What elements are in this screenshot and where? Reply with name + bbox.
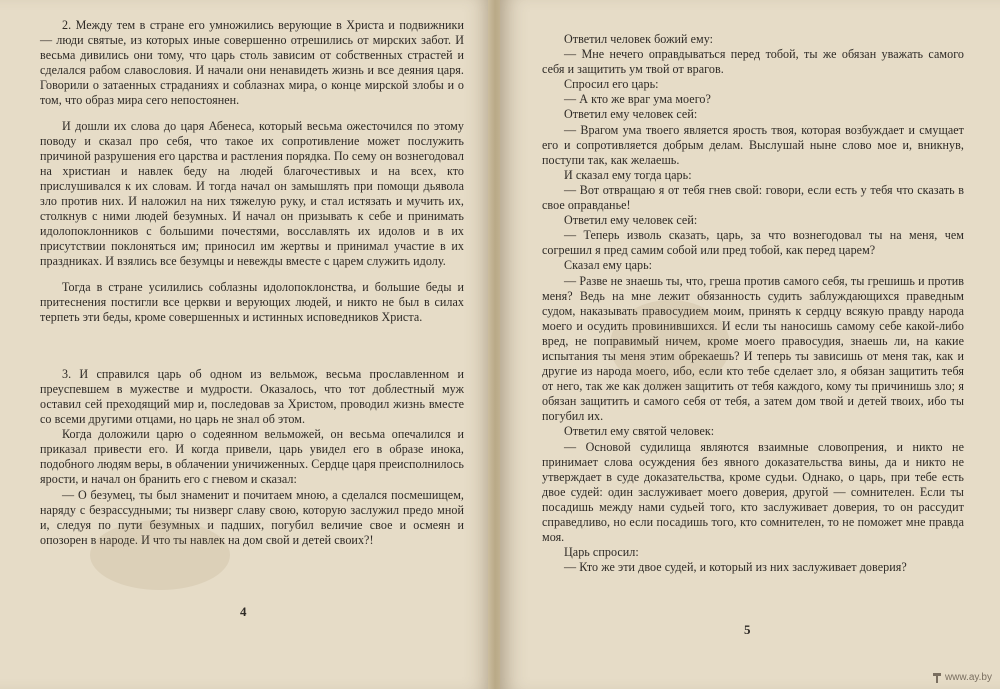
page-number-left: 4	[240, 604, 247, 619]
left-page-text	[40, 18, 464, 548]
hammer-icon	[932, 673, 942, 683]
paragraph: — Врагом ума твоего является ярость твоя, которая возбуждает и смущает его и сопротивляется добрым делам. Выслушай ныне слово мое и, вникнув, поступи так, как желаешь.	[542, 122, 964, 167]
paragraph: — Основой судилища являются взаимные словопрения, и никто не принимает слова осуждения без явного доказательства вины, да и никто не утверждает в суде доказательства, кроме судьи. Однако, о царь, при тебе есть двое судей: один заслуживает моего доверия, другой — сомнителен. Если ты посадишь между нами судьей того, кто заслуживает доверия, то он рассудит справедливо, но если посадишь того, кто сомнителен, то не поможет мне правда моя.	[542, 439, 964, 545]
paragraph: 3. И справился царь об одном из вельмож, весьма прославленном и преуспевшем в мужестве и мудрости. Оказалось, что тот доблестный муж оставил сей преходящий мир и, последовав за Христом, проводил жизнь вместе со всеми другими отцами, но царь не знал об этом.	[40, 366, 464, 427]
paragraph: — Разве не знаешь ты, что, греша против самого себя, ты грешишь и против меня? Ведь на мне лежит обязанность судить заблуждающихся праведным судом, наказывать правосудием моим, принять к сердцу всякую правду народа моего и осудить провинившихся. И если ты наносишь самому себе какой-либо вред, не поправимый ничем, кроме моего правосудия, знаешь ли, на какие испытания ты меня этим обрекаешь? И теперь ты зависишь от меня так, как и другие из народа моего, ибо, если кто тебе сделает зло, я обязан защитить тебя от него, так же как должен защитить от тебя каждого, кому ты причинишь зло; я обязан защитить и самого себя от тебя, а затем дом твой и детей твоих, ибо ты погубил их.	[542, 273, 964, 424]
paragraph: — Мне нечего оправдываться перед тобой, ты же обязан уважать самого себя и защитить ум твой от врагов.	[542, 47, 964, 77]
paragraph: — Теперь изволь сказать, царь, за что вознегодовал ты на меня, чем согрешил я пред самим собой или пред тобой, как перед царем?	[542, 228, 964, 258]
paragraph: Царь спросил:	[564, 545, 639, 560]
paragraph: — О безумец, ты был знаменит и почитаем мною, а сделался посмешищем, наряду с безрассудными; ты низверг славу свою, которую заслужил предо мной и, следуя по пути безумных и падших, погубил величие свое и осмеян и опозорен в народе. И что ты навлек на дом свой и детей своих?!	[40, 487, 464, 547]
paragraph: — А кто же враг ума моего?	[564, 92, 711, 107]
right-page	[500, 0, 1000, 689]
paragraph: Ответил человек божий ему:	[564, 32, 714, 46]
paragraph: Сказал ему царь:	[564, 258, 653, 273]
paragraph: И дошли их слова до царя Абенеса, который весьма ожесточился по этому поводу и сказал про себя, что такое их сопротивление может послужить причиной разрушения его царства и растления порядка. По сему он вознегодовал на христиан и навлек беду на людей благочестивых и на всех, кто прислушивался к их словам. И тогда начал он замышлять при помощи дьявола зло против них. И наложил на них тяжелую руку, и стал истязать и мучить их, столкнув с ними людей безумных. И начал он призывать к себе и принимать идолопоклонников с большими почестями, восславлять их идолов и в их присутствии поклоняться им; приносил им жертвы и принимал участие в их праздниках. И взялись все безумцы и невежды вместе с царем служить идолу.	[40, 118, 464, 269]
paragraph: Когда доложили царю о содеянном вельможей, он весьма опечалился и приказал привести его. И когда привели, царь увидел его в образе инока, подобного людям веры, в облачении уничиженных. Сердце царя преисполнилось ярости, и начал он бранить его с гневом и сказал:	[40, 427, 464, 487]
paper-stain	[610, 300, 730, 390]
left-page	[0, 0, 492, 689]
page-number-right: 5	[744, 622, 751, 637]
paragraph: Ответил ему человек сей:	[564, 213, 698, 228]
paragraph: И сказал ему тогда царь:	[564, 167, 692, 182]
paragraph: 2. Между тем в стране его умножились верующие в Христа и подвижники — люди святые, из которых иные совершенно отрешились от мирских забот. И весьма дивились они тому, что царь столь зависим от собственных страстей и сделался рабом славословия. И начали они ненавидеть жизнь и все деяния царя. Говорили о затаенных страданиях и соблазнах мира, о конце мирской злобы и о том, что образ мира сего непостоянен.	[40, 18, 464, 108]
watermark	[932, 672, 992, 683]
paper-stain	[90, 520, 230, 590]
right-page-text	[542, 32, 964, 575]
paragraph: Ответил ему святой человек:	[564, 424, 715, 439]
paragraph: — Вот отвращаю я от тебя гнев свой: говори, если есть у тебя что сказать в свое оправданье!	[542, 182, 964, 213]
paragraph: Ответил ему человек сей:	[564, 107, 698, 122]
paragraph: — Кто же эти двое судей, и который из них заслуживает доверия?	[564, 560, 907, 575]
paragraph: Тогда в стране усилились соблазны идолопоклонства, и большие беды и притеснения постигли все церкви и верующих людей, и никто не был в силах терпеть эти беды, кроме совершенных и истинных исповедников Христа.	[40, 279, 464, 324]
watermark-text: www.ay.by	[944, 672, 992, 683]
paragraph: Спросил его царь:	[564, 77, 659, 92]
